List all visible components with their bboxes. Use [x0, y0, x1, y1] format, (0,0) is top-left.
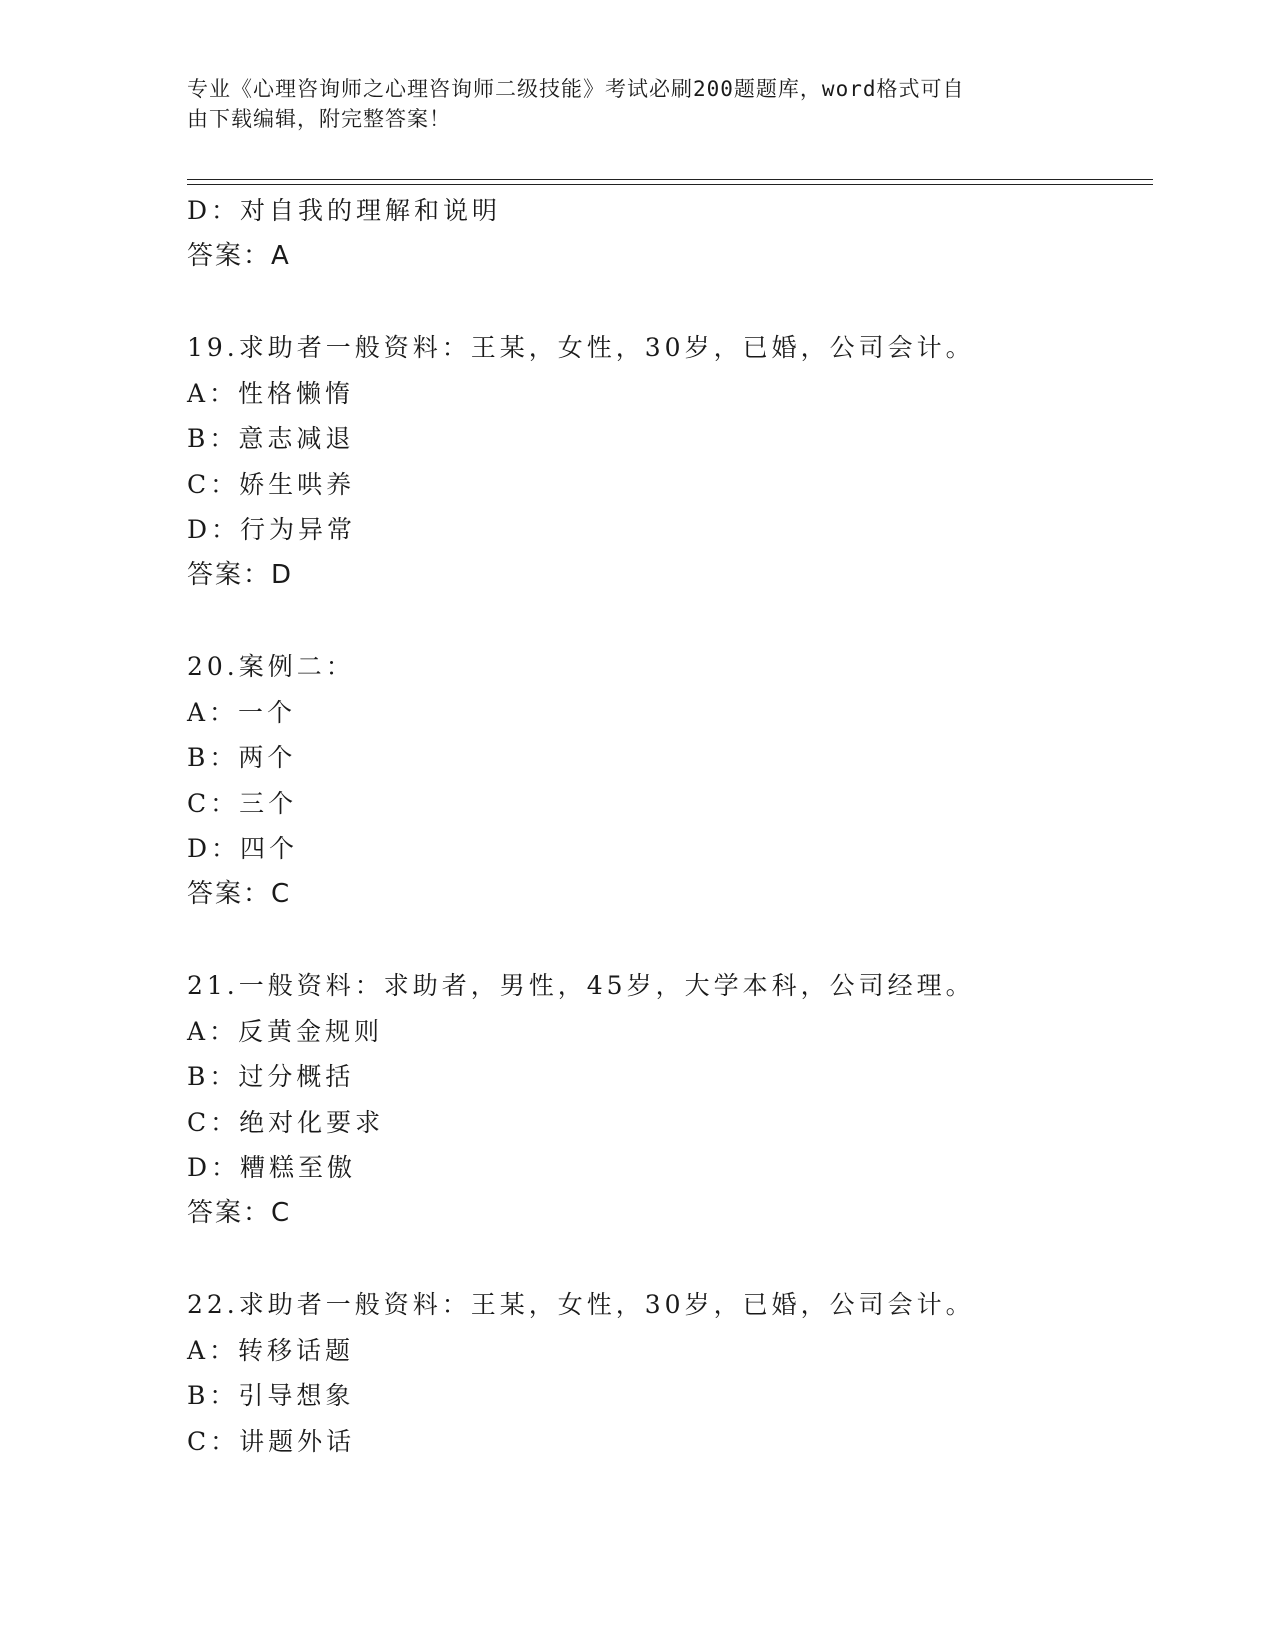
option-d: D：行为异常 [187, 515, 357, 544]
option-d: D：糟糕至傲 [187, 1153, 357, 1182]
option-c: C：讲题外话 [187, 1426, 356, 1456]
option-d: D：对自我的理解和说明 [187, 196, 502, 225]
question-text: 21.一般资料：求助者，男性，45岁，大学本科，公司经理。 [187, 971, 975, 1000]
option-c: C：娇生哄养 [187, 469, 356, 499]
option-c: C：三个 [187, 788, 298, 818]
option-b: B：两个 [187, 743, 297, 772]
question-text: 20.案例二： [187, 652, 355, 681]
option-a: A：性格懒惰 [187, 378, 355, 408]
question-list [187, 188, 1153, 1464]
option-b: B：过分概括 [187, 1062, 355, 1091]
answer-line: 答案：A [187, 240, 291, 271]
document-header [187, 74, 1067, 134]
question-text: 19.求助者一般资料：王某，女性，30岁，已婚，公司会计。 [187, 333, 975, 362]
question-text: 22.求助者一般资料：王某，女性，30岁，已婚，公司会计。 [187, 1290, 975, 1319]
header-divider-bottom [187, 184, 1153, 185]
option-d: D：四个 [187, 834, 299, 863]
question-block-22 [187, 1282, 1153, 1464]
header-divider-top [187, 179, 1153, 180]
question-block-20 [187, 644, 1153, 917]
option-c: C：绝对化要求 [187, 1107, 385, 1137]
answer-line: 答案：C [187, 878, 292, 909]
question-block-21 [187, 963, 1153, 1236]
question-block-19 [187, 325, 1153, 598]
answer-line: 答案：C [187, 1197, 292, 1228]
header-line-2: 由下载编辑，附完整答案！ [187, 107, 451, 131]
header-line-1: 专业《心理咨询师之心理咨询师二级技能》考试必刷200题题库，word格式可自 [187, 77, 965, 101]
option-b: B：引导想象 [187, 1381, 355, 1410]
answer-line: 答案：D [187, 559, 294, 590]
option-a: A：反黄金规则 [187, 1016, 384, 1046]
option-a: A：转移话题 [187, 1335, 355, 1365]
option-b: B：意志减退 [187, 424, 355, 453]
option-a: A：一个 [187, 697, 297, 727]
question-block-previous [187, 188, 1153, 279]
